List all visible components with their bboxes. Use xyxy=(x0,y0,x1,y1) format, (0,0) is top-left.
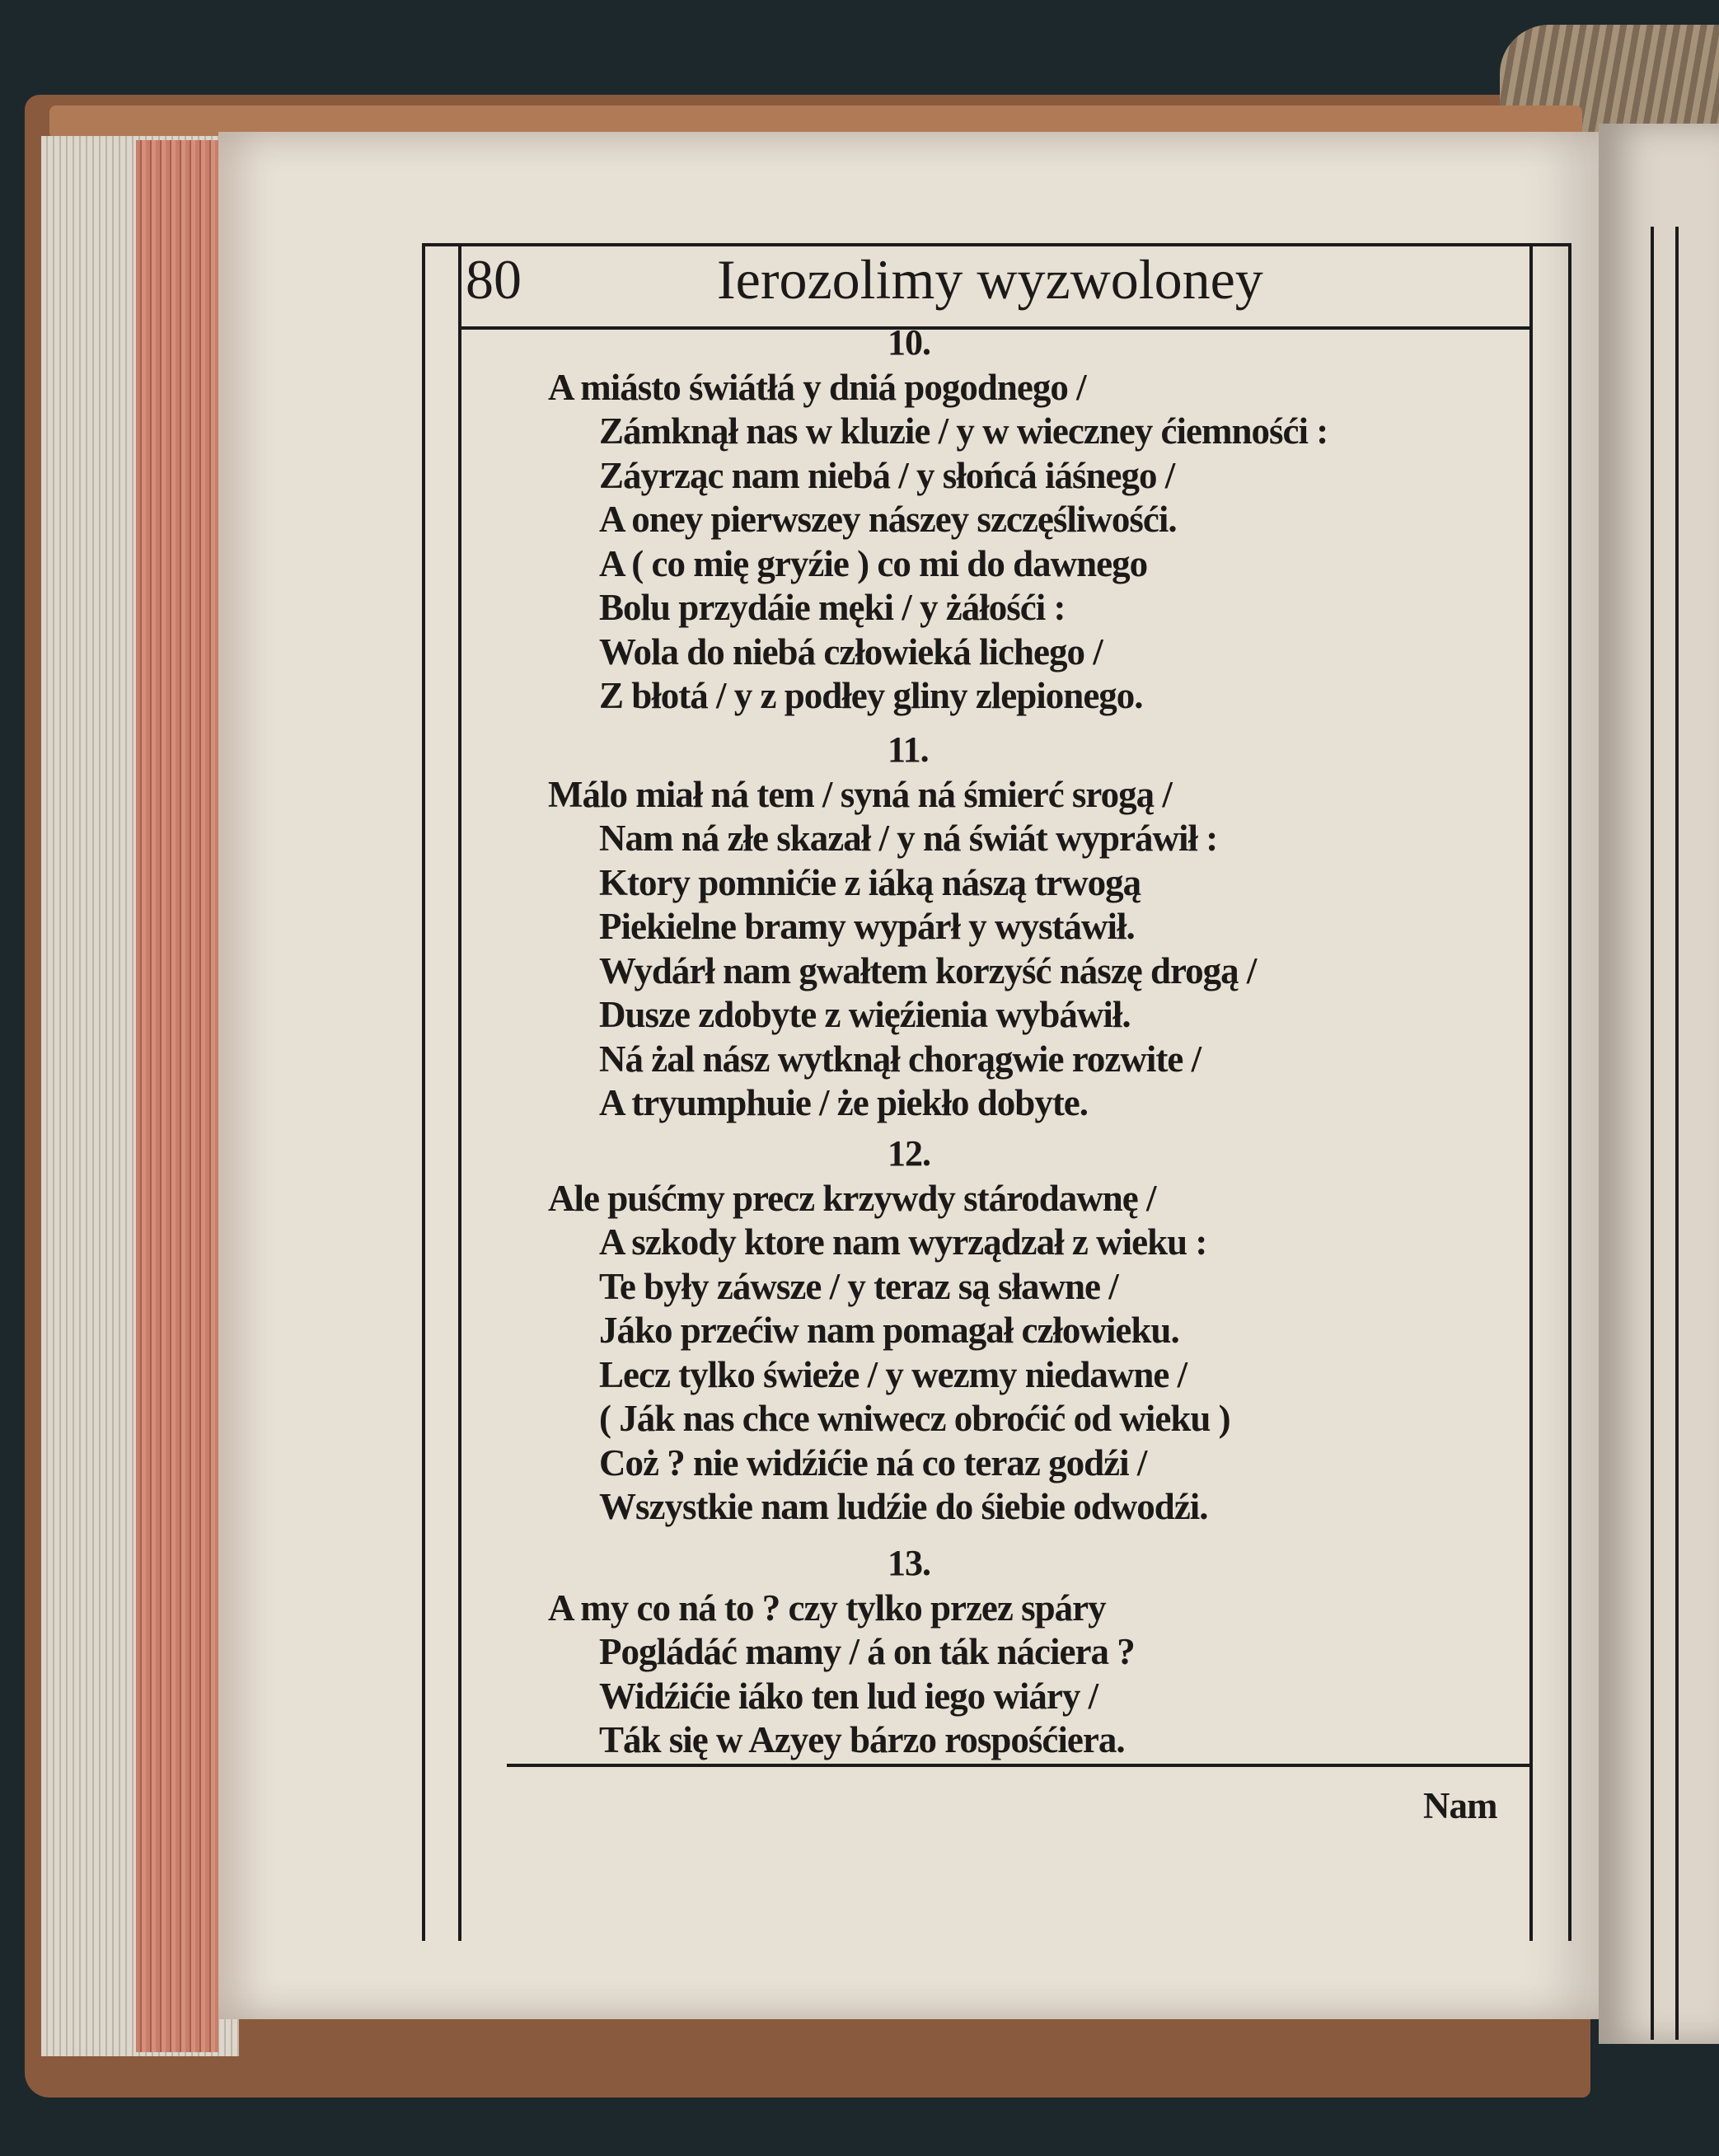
verse-line: Lecz tylko świeże / y wezmy niedawne / xyxy=(599,1353,1187,1395)
verse-line: Ale puśćmy precz krzywdy stárodawnę / xyxy=(548,1177,1156,1219)
frame-top-rule xyxy=(422,243,1571,246)
red-page-edges xyxy=(136,140,218,2052)
verse-line: Zámknął nas w kluzie / y w wieczney ćiemnośći : xyxy=(599,410,1328,452)
verse-line: ( Ják nas chce wniwecz obroćić od wieku ) xyxy=(599,1398,1230,1439)
verse-line: Ná żal nász wytknął chorągwie rozwite / xyxy=(599,1038,1201,1080)
verse-line: Z błotá / y z podłey gliny zlepionego. xyxy=(599,675,1143,716)
verse-line: Piekielne bramy wypárł y wystáwił. xyxy=(599,906,1135,947)
verse-line: Bolu przydáie męki / y żáłośći : xyxy=(599,587,1066,628)
page-number: 80 xyxy=(466,248,522,311)
verse-line: A my co ná to ? czy tylko przez spáry xyxy=(548,1587,1106,1629)
facing-frame-line xyxy=(1651,227,1654,2040)
verse-line: A tryumphuie / że piekło dobyte. xyxy=(599,1082,1089,1123)
verse-line: Jáko przećiw nam pomagał człowieku. xyxy=(599,1310,1179,1351)
verse-line: Te były záwsze / y teraz są sławne / xyxy=(599,1265,1118,1307)
verse-line: Wydárł nam gwałtem korzyść nászę drogą / xyxy=(599,949,1257,991)
facing-frame-line xyxy=(1675,227,1679,2040)
verse-line: A ( co mię gryźie ) co mi do dawnego xyxy=(599,542,1148,584)
verse-line: Pogládáć mamy / á on ták náciera ? xyxy=(599,1631,1135,1672)
frame-left-inner xyxy=(458,243,461,1941)
verse-line: Dusze zdobyte z więźienia wybáwił. xyxy=(599,994,1131,1035)
verse-line: Coż ? nie widźićie ná co teraz godźi / xyxy=(599,1441,1147,1483)
facing-page xyxy=(1599,124,1719,2044)
verse-line: Málo miał ná tem / syná ná śmierć srogą / xyxy=(548,773,1172,815)
catchword: Nam xyxy=(1423,1785,1497,1826)
verse-line: A szkody ktore nam wyrządzał z wieku : xyxy=(599,1221,1207,1263)
verse-line: Wszystkie nam ludźie do śiebie odwodźi. xyxy=(599,1486,1208,1527)
frame-right-inner xyxy=(1529,243,1533,1941)
stanza-number: 12. xyxy=(888,1133,930,1174)
running-title: Ierozolimy wyzwoloney xyxy=(717,248,1263,311)
header-rule xyxy=(458,326,1529,330)
frame-right-outer xyxy=(1568,243,1571,1941)
stanza-number: 10. xyxy=(888,322,930,363)
verse-line: A oney pierwszey nászey szczęśliwośći. xyxy=(599,499,1177,540)
verse-line: Nam ná złe skazał / y ná świát wypráwił : xyxy=(599,818,1218,859)
verse-line: Ktory pomnićie z iáką nászą trwogą xyxy=(599,861,1141,903)
verse-line: Widźićie iáko ten lud iego wiáry / xyxy=(599,1675,1098,1717)
stanza-number: 11. xyxy=(888,729,929,770)
verse-line: A miásto świátłá y dniá pogodnego / xyxy=(548,366,1086,408)
verse-line: Ták się w Azyey bárzo rospośćiera. xyxy=(599,1719,1125,1760)
verse-line: Záyrząc nam niebá / y słońcá iáśnego / xyxy=(599,454,1175,496)
stanza-number: 13. xyxy=(888,1543,930,1583)
book-page xyxy=(218,132,1599,2019)
frame-left-outer xyxy=(422,243,425,1941)
verse-line: Wola do niebá człowieká lichego / xyxy=(599,630,1103,673)
bottom-rule xyxy=(507,1764,1533,1767)
